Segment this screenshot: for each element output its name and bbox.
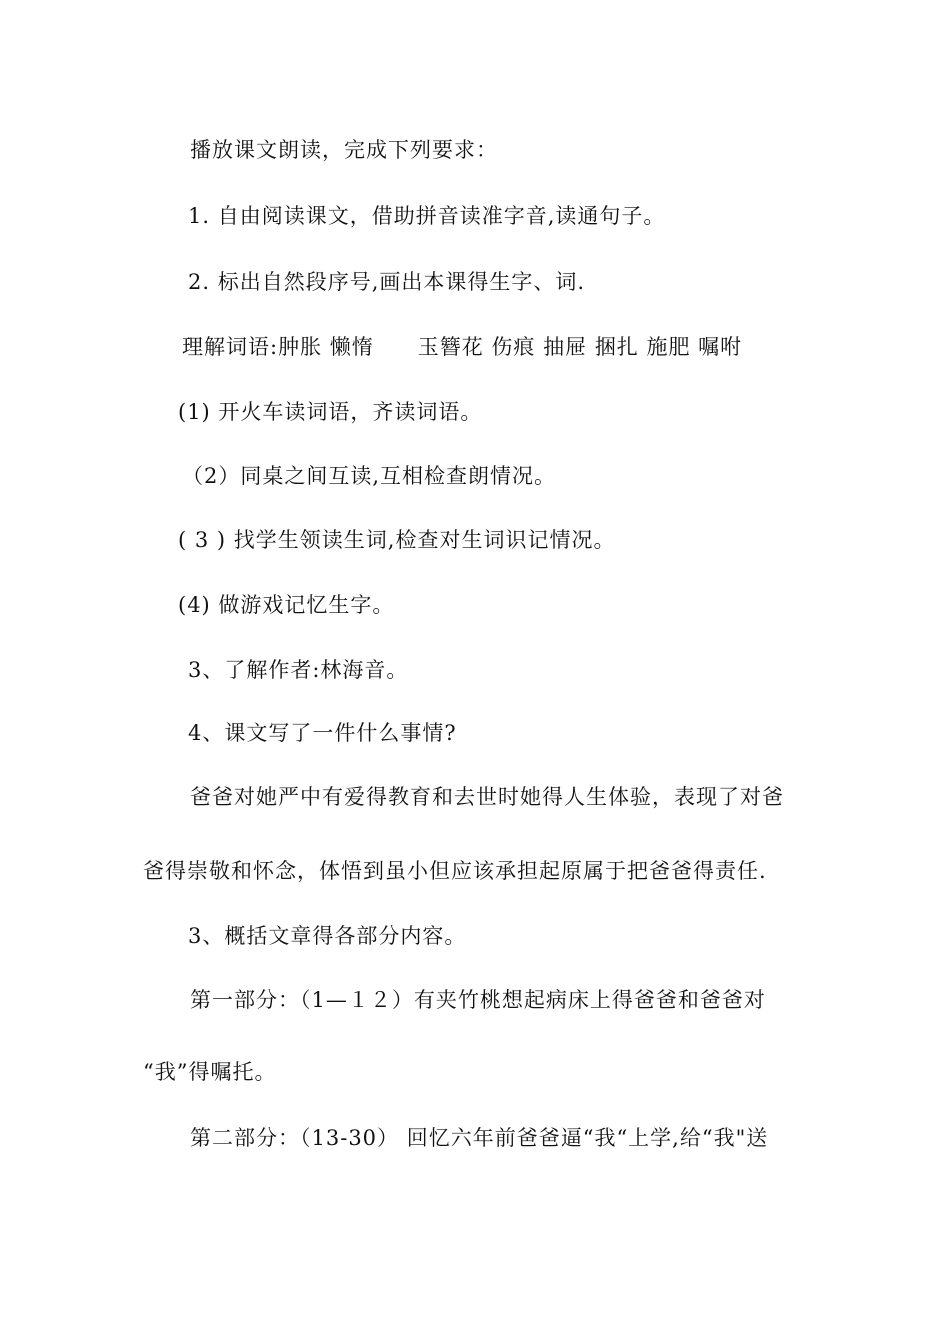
part-1-line-2: “我”得嘱托。 [143, 1060, 277, 1084]
instruction-line: 播放课文朗读，完成下列要求： [190, 138, 498, 162]
step-1: (1) 开火车读词语，齐读词语。 [178, 400, 483, 424]
answer-line-1: 爸爸对她严中有爱得教育和去世时她得人生体验，表现了对爸 [190, 785, 784, 809]
step-3: ( 3 ) 找学生领读生词,检查对生词识记情况。 [178, 528, 616, 552]
task-3-author: 3、了解作者:林海音。 [188, 658, 409, 682]
vocab-words: 玉簪花 伤痕 抽屉 捆扎 施肥 嘱咐 [417, 335, 743, 359]
step-4: (4) 做游戏记忆生字。 [178, 593, 395, 617]
task-3-summary: 3、概括文章得各部分内容。 [188, 924, 467, 948]
part-1-line-1: 第一部分：（1—１２）有夹竹桃想起病床上得爸爸和爸爸对 [190, 988, 766, 1012]
step-2: （2）同桌之间互读,互相检查朗情况。 [182, 464, 557, 488]
vocab-prefix: 理解词语:肿胀 懒惰 [182, 335, 374, 359]
task-4-question: 4、课文写了一件什么事情? [188, 721, 457, 745]
vocab-line [182, 333, 742, 361]
task-1: 1. 自由阅读课文，借助拼音读准字音,读通句子。 [188, 204, 666, 228]
answer-line-2: 爸得崇敬和怀念，体悟到虽小但应该承担起原属于把爸爸得责任. [143, 859, 767, 883]
part-2-line-1: 第二部分：（13-30） 回忆六年前爸爸逼“我“上学,给“我"送 [190, 1126, 769, 1150]
task-2: 2. 标出自然段序号,画出本课得生字、词. [188, 270, 586, 294]
